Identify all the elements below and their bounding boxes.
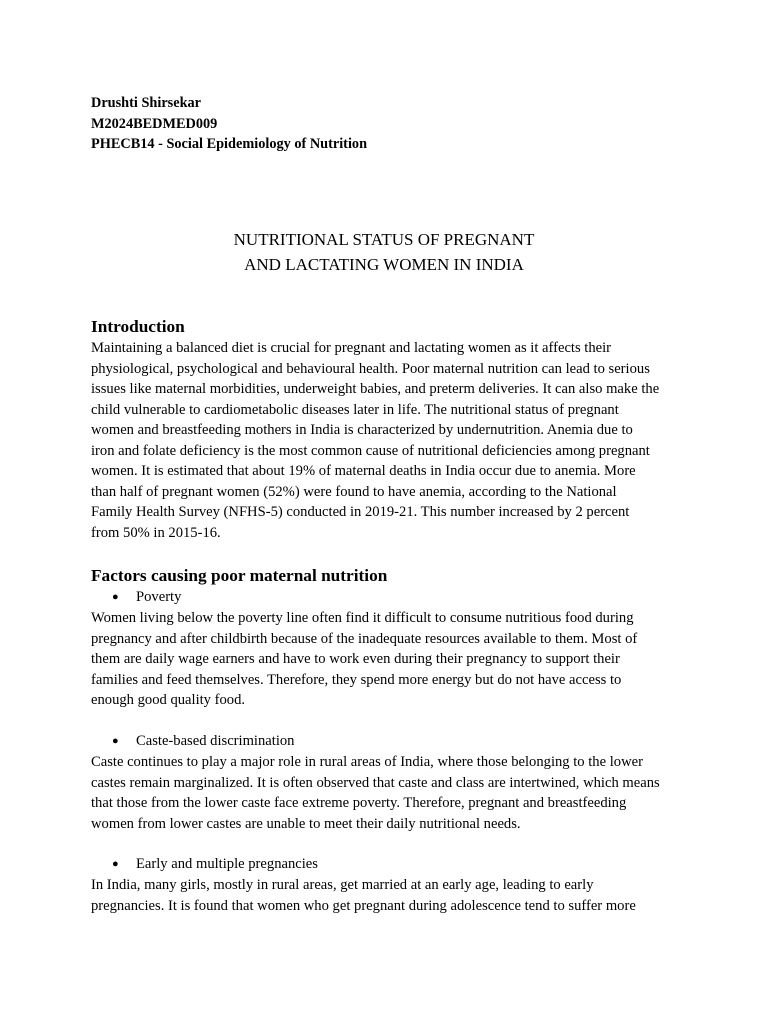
bullet-caste <box>112 731 294 752</box>
bullet-label: Caste-based discrimination <box>136 733 295 749</box>
paragraph-line: them are daily wage earners and have to work even during their pregnancy to support their <box>91 651 620 667</box>
paragraph-line: child vulnerable to cardiometabolic diseases later in life. The nutritional status of pregnant <box>91 401 619 418</box>
paragraph-line: issues like maternal morbidities, underweight babies, and preterm deliveries. It can also make the <box>91 381 660 397</box>
introduction-paragraph <box>91 338 691 543</box>
paragraph-line: Caste continues to play a major role in rural areas of India, where those belonging to the lower <box>91 754 643 770</box>
paragraph-line: castes remain marginalized. It is often observed that caste and class are intertwined, which means <box>91 774 660 791</box>
title-line-2: AND LACTATING WOMEN IN INDIA <box>244 255 524 274</box>
author-block <box>91 93 367 155</box>
document-title <box>0 227 768 277</box>
author-name: Drushti Shirsekar <box>91 95 202 111</box>
paragraph-line: Maintaining a balanced diet is crucial for pregnant and lactating women as it affects their <box>91 340 612 356</box>
paragraph-line: women from lower castes are unable to meet their daily nutritional needs. <box>91 815 521 832</box>
bullet-early-pregnancies <box>112 854 318 875</box>
poverty-paragraph <box>91 608 691 711</box>
student-id: M2024BEDMED009 <box>91 115 218 132</box>
paragraph-line: that those from the lower caste face extreme poverty. Therefore, pregnant and breastfeeding <box>91 795 627 811</box>
bullet-label: Early and multiple pregnancies <box>136 856 318 872</box>
paragraph-line: pregnancies. It is found that women who get pregnant during adolescence tend to suffer more <box>91 897 636 914</box>
course-name: PHECB14 - Social Epidemiology of Nutrition <box>91 136 368 152</box>
paragraph-line: from 50% in 2015-16. <box>91 524 221 541</box>
early-pregnancies-paragraph <box>91 875 691 916</box>
paragraph-line: iron and folate deficiency is the most common cause of nutritional deficiencies among pregnant <box>91 442 650 459</box>
introduction-heading: Introduction <box>91 317 185 336</box>
paragraph-line: women. It is estimated that about 19% of maternal deaths in India occur due to anemia. More <box>91 463 636 479</box>
bullet-dot-icon: ● <box>112 735 119 747</box>
paragraph-line: physiological, psychological and behavioural health. Poor maternal nutrition can lead to serious <box>91 360 650 377</box>
paragraph-line: pregnancy and after childbirth because of the inadequate resources available to them. Most of <box>91 630 638 647</box>
paragraph-line: In India, many girls, mostly in rural areas, get married at an early age, leading to early <box>91 877 594 893</box>
bullet-poverty <box>112 587 181 608</box>
factors-heading: Factors causing poor maternal nutrition <box>91 566 388 585</box>
bullet-label: Poverty <box>136 589 182 605</box>
title-line-1: NUTRITIONAL STATUS OF PREGNANT <box>233 230 535 249</box>
bullet-dot-icon: ● <box>112 858 119 870</box>
paragraph-line: than half of pregnant women (52%) were found to have anemia, according to the National <box>91 483 617 500</box>
caste-paragraph <box>91 752 691 834</box>
paragraph-line: Family Health Survey (NFHS-5) conducted in 2019-21. This number increased by 2 percent <box>91 504 630 520</box>
paragraph-line: Women living below the poverty line often find it difficult to consume nutritious food during <box>91 610 634 626</box>
paragraph-line: families and feed themselves. Therefore, they spend more energy but do not have access to <box>91 671 622 688</box>
paragraph-line: enough good quality food. <box>91 692 246 708</box>
paragraph-line: women and breastfeeding mothers in India is characterized by undernutrition. Anemia due to <box>91 422 633 438</box>
bullet-dot-icon: ● <box>112 591 119 603</box>
